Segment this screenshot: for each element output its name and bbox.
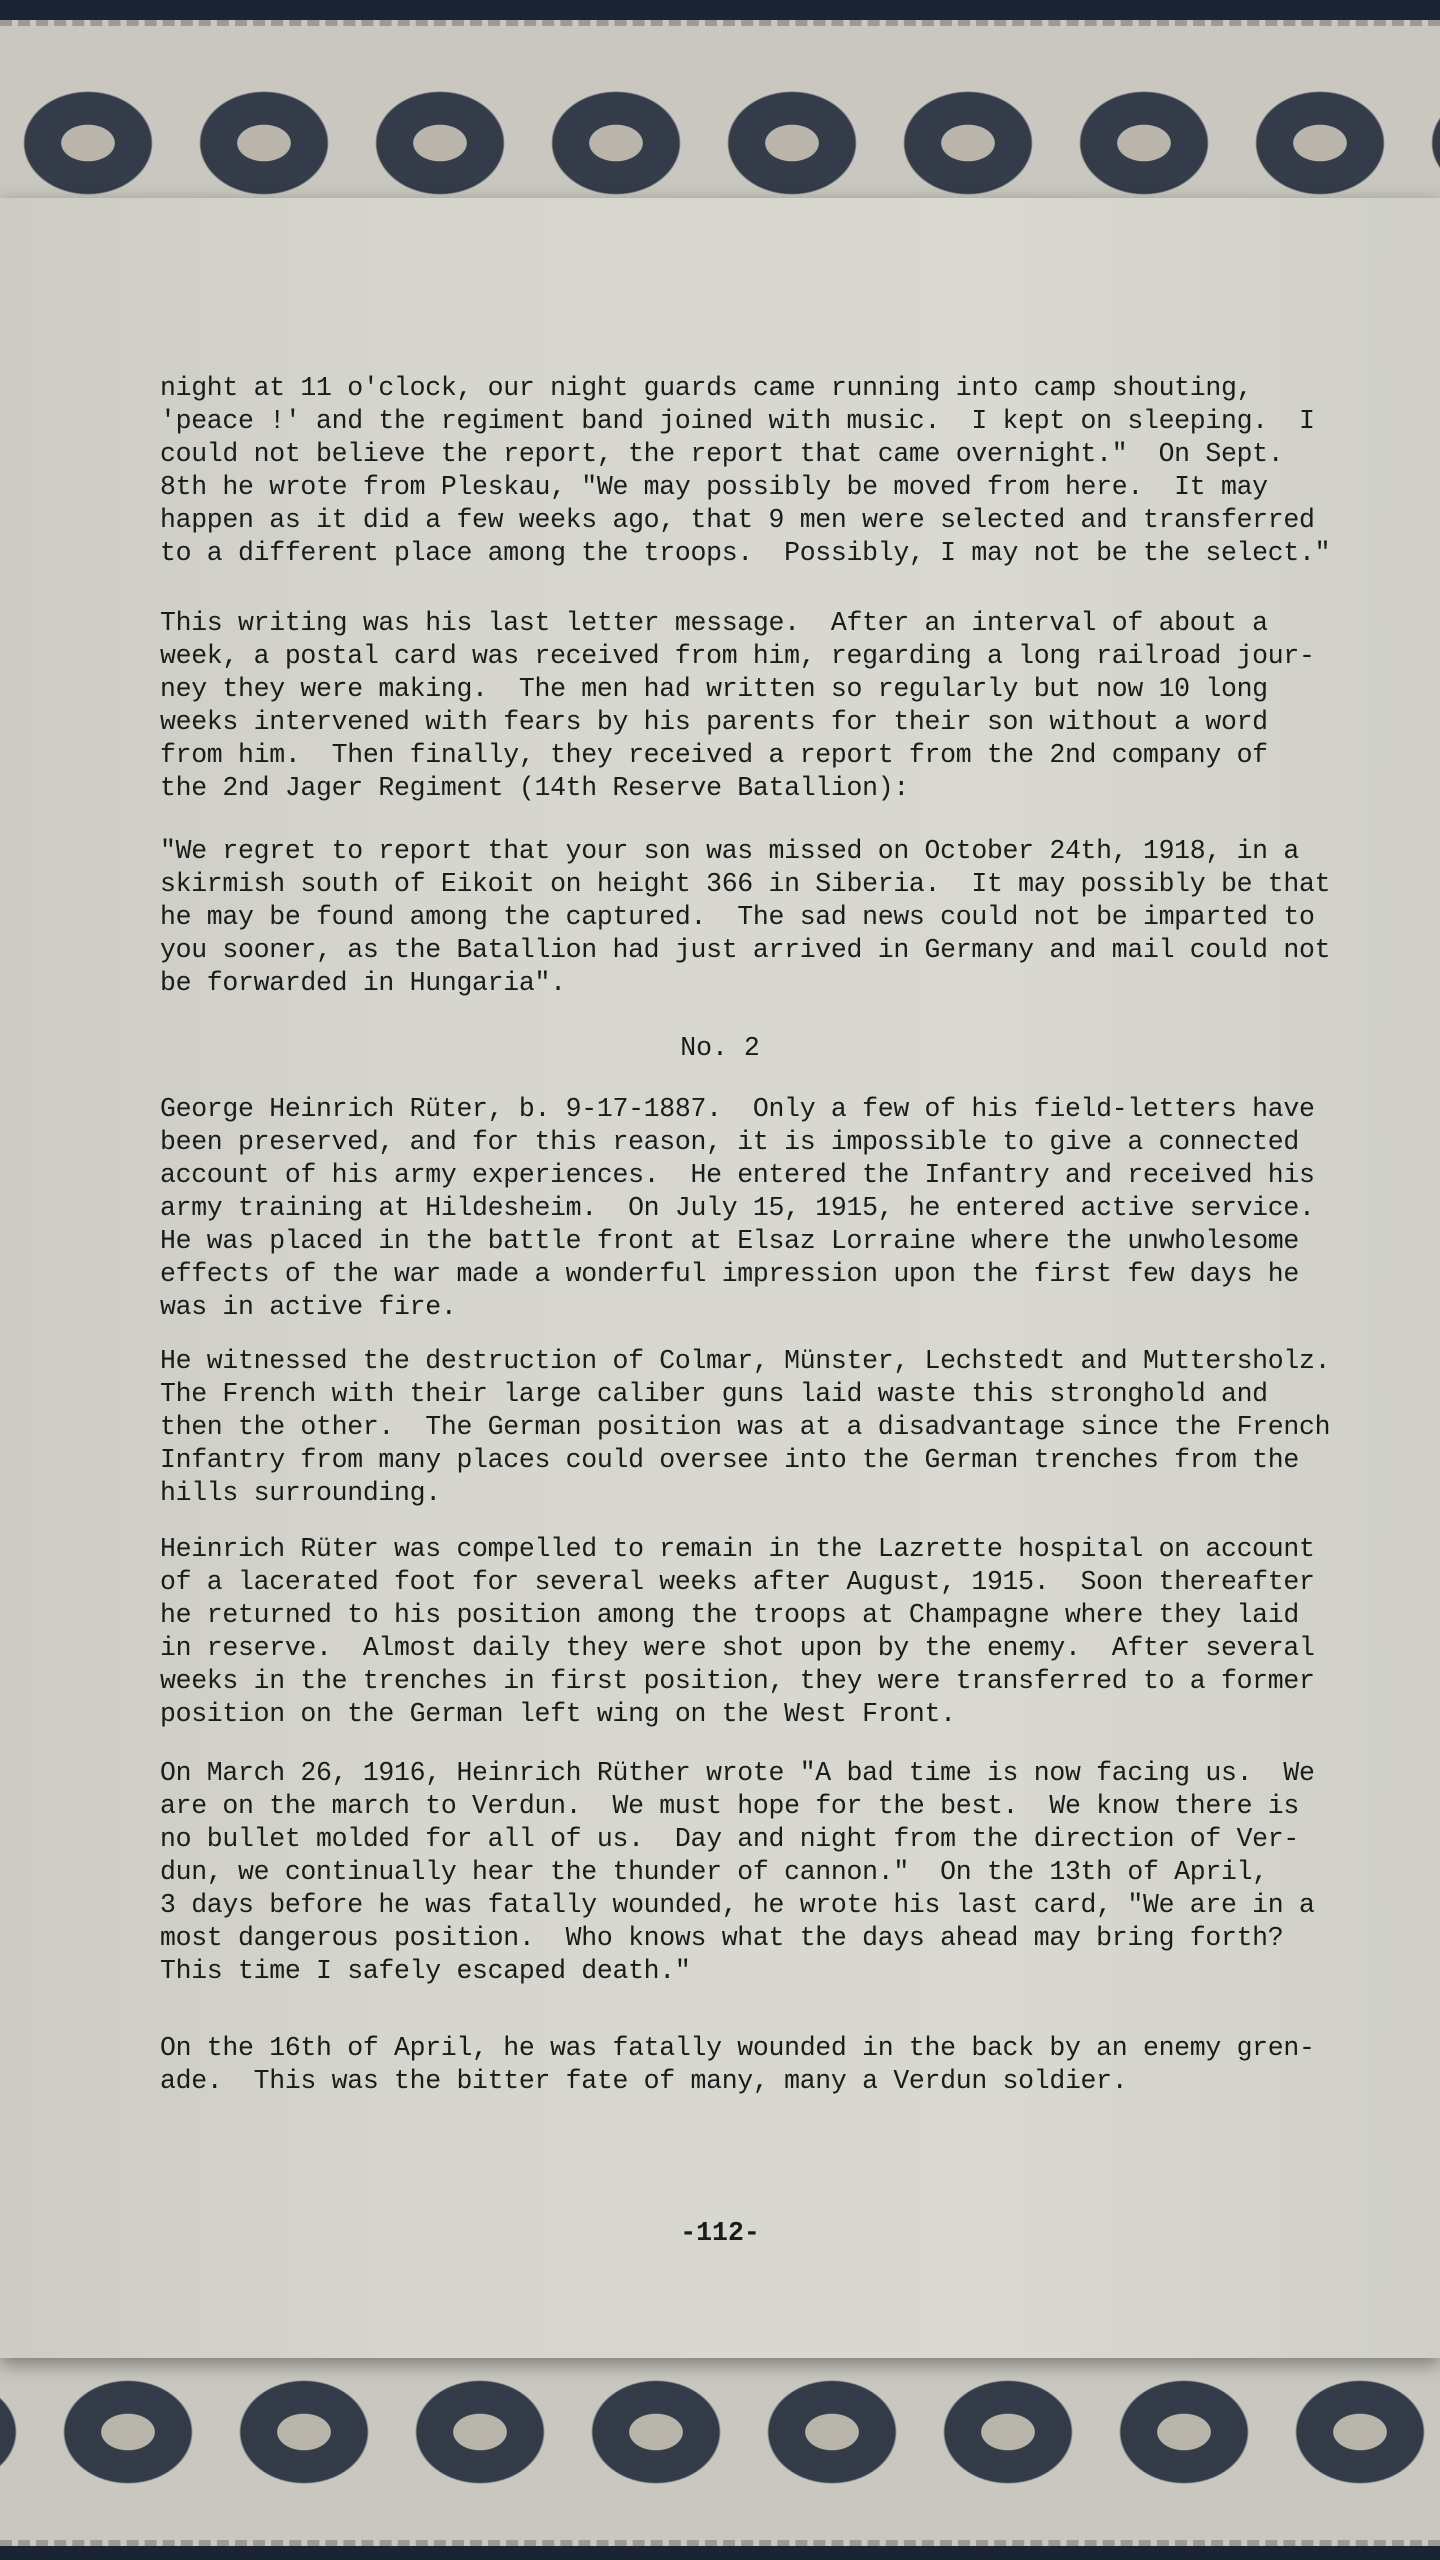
paragraph-george-ruter-intro: George Heinrich Rüter, b. 9-17-1887. Only a few of his field-letters have been preserved, and for this reason, it is impossible to give a connected account of his army experiences. He entered the Infantry and received his army training at Hildesheim. On July 15, 1915, he entered active service. He was placed in the battle front at Elsaz Lorraine where the unwholesome effects of the war made a wonderful impression upon the first few days he was in active fire. — [160, 1094, 1315, 1322]
paragraph-letter-close: night at 11 o'clock, our night guards came running into camp shouting, 'peace !' and the regiment band joined with music. I kept on sleeping. I could not believe the report, the report that came overnight." On Sept. 8th he wrote from Pleskau, "We may possibly be moved from here. It may happen as it did a few weeks ago, that 9 men were selected and transferred to a different place among the troops. Possibly, I may not be the select." — [160, 373, 1331, 568]
fabric-border-top — [0, 20, 1440, 216]
paragraph-regiment-report: "We regret to report that your son was missed on October 24th, 1918, in a skirmish south of Eikoit on height 366 in Siberia. It may possibly be that he may be found among the captured. The sad news could not be imparted to you sooner, as the Batallion had just arrived in Germany and mail could not be forwarded in Hungaria". — [160, 836, 1331, 998]
page-number: -112- — [680, 2218, 760, 2248]
paragraph-colmar: He witnessed the destruction of Colmar, Münster, Lechstedt and Muttersholz. The French with their large caliber guns laid waste this stronghold and then the other. The German position was at a disadvantage since the French Infantry from many places could oversee into the German trenches from the hills surrounding. — [160, 1346, 1331, 1508]
paragraph-hospital: Heinrich Rüter was compelled to remain in the Lazrette hospital on account of a lacerated foot for several weeks after August, 1915. Soon thereafter he returned to his position among the troops at Champagne where they laid in reserve. Almost daily they were shot upon by the enemy. After several weeks in the trenches in first position, they were transferred to a former position on the German left wing on the West Front. — [160, 1534, 1315, 1729]
paragraph-verdun-letter: On March 26, 1916, Heinrich Rüther wrote "A bad time is now facing us. We are on the march to Verdun. We must hope for the best. We know there is no bullet molded for all of us. Day and night from the direction of Ver- dun, we continually hear the thunder of cannon." On the 13th of April, 3 days before he was fatally wounded, he wrote his last card, "We are in a most dangerous position. Who knows what the days ahead may bring forth? This time I safely escaped death." — [160, 1758, 1315, 1986]
fabric-border-bottom — [0, 2355, 1440, 2546]
paragraph-fatal-wound: On the 16th of April, he was fatally wounded in the back by an enemy gren- ade. This was the bitter fate of many, many a Verdun soldier. — [160, 2033, 1315, 2096]
section-heading: No. 2 — [680, 1033, 760, 1063]
paragraph-last-letter: This writing was his last letter message. After an interval of about a week, a postal card was received from him, regarding a long railroad jour- ney they were making. The men had written so regularly but now 10 long weeks intervened with fears by his parents for their son without a word from him. Then finally, they received a report from the 2nd company of the 2nd Jager Regiment (14th Reserve Batallion): — [160, 608, 1315, 803]
